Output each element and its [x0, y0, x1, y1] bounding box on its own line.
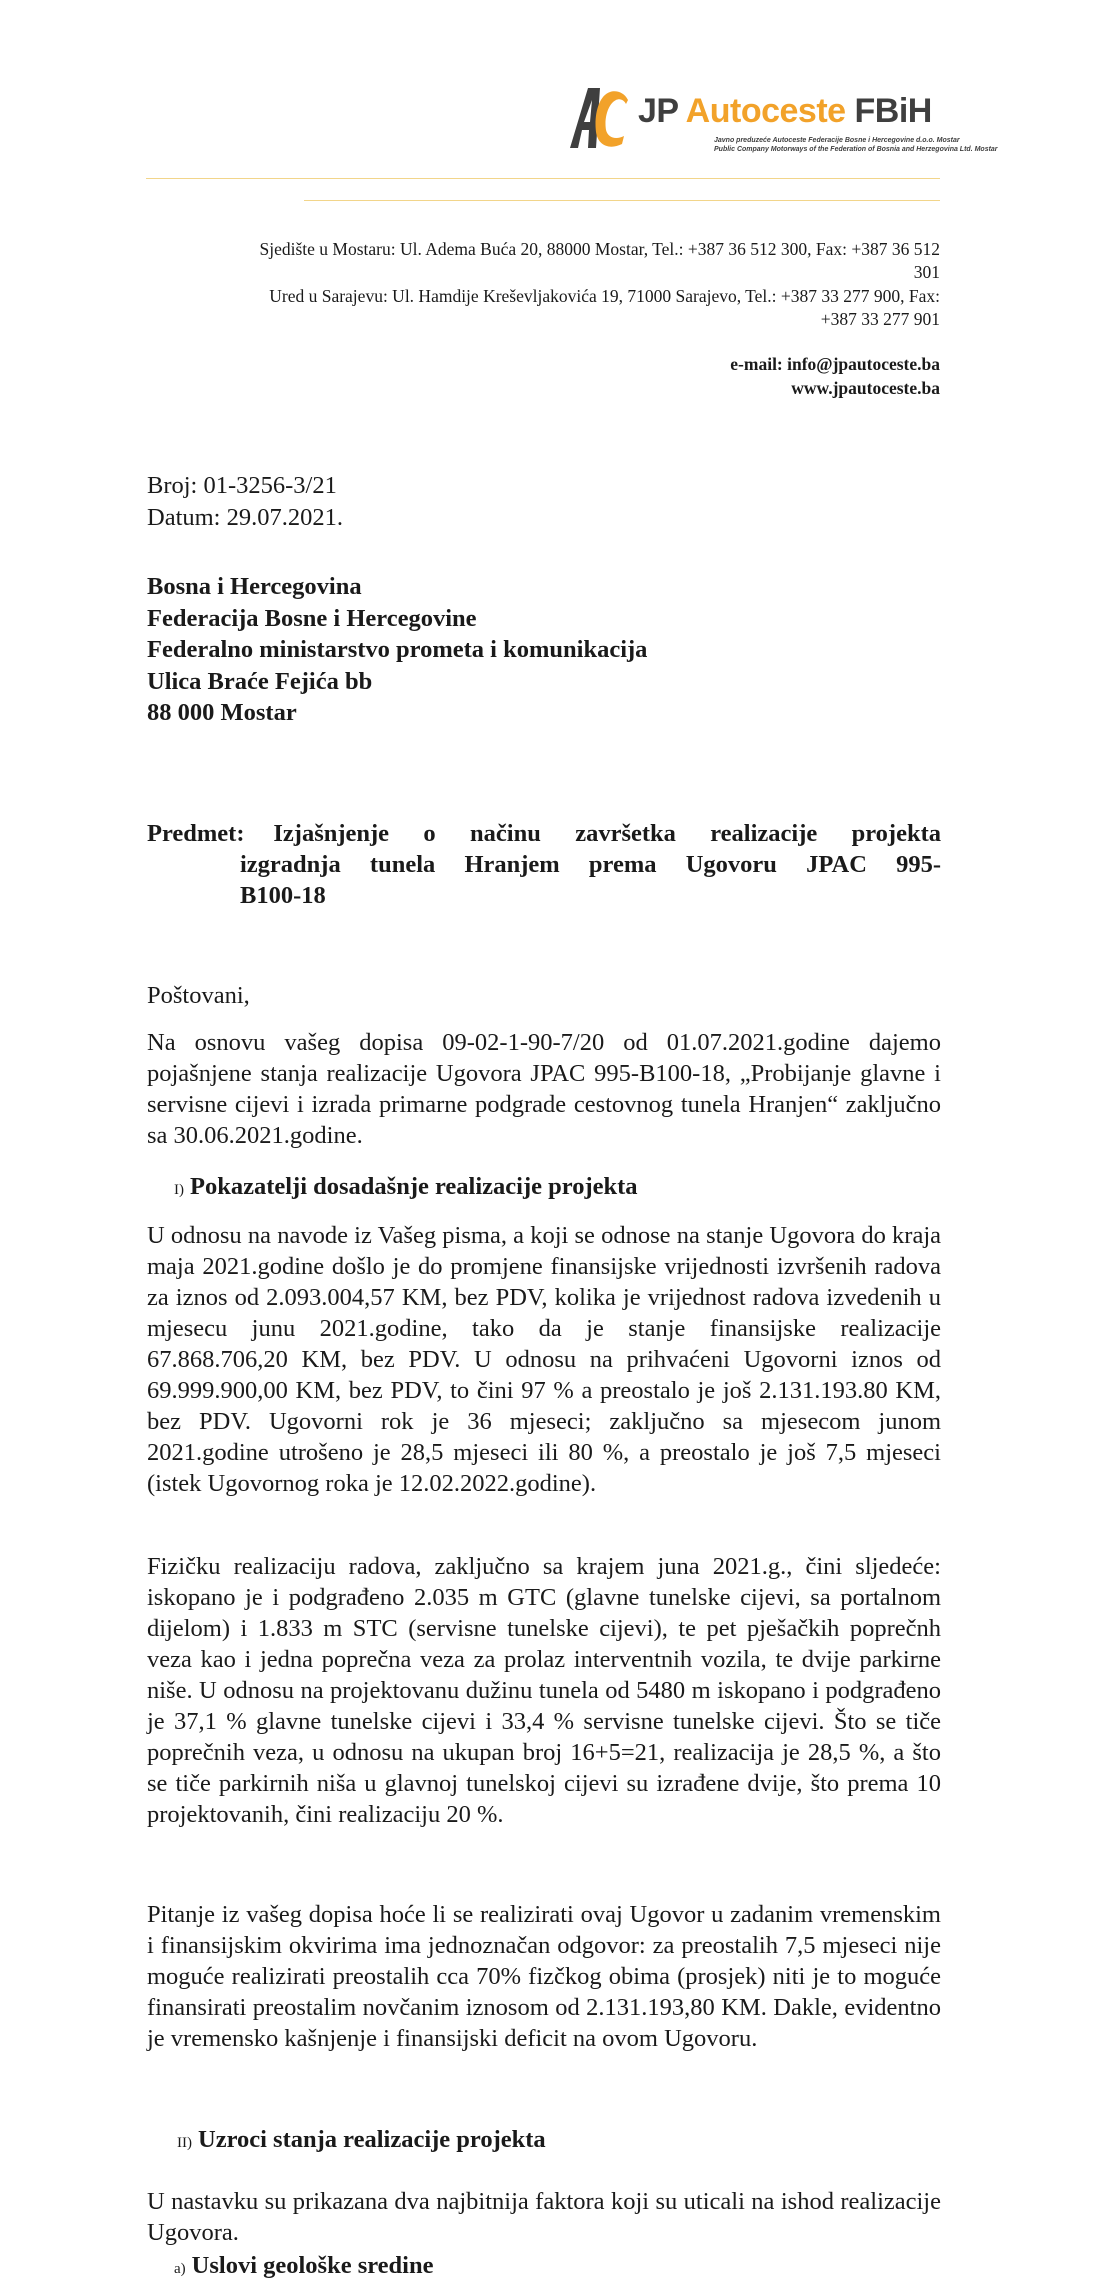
section-heading	[177, 2124, 546, 2159]
paragraph: Fizičku realizaciju radova, zaključno sa krajem juna 2021.g., čini sljedeće: iskopano je i podgrađeno 2.035 m GTC (glavne tunelske cijevi, sa portalnom dijelom) i 1.833 m STC (servisne tunelske cijevi), te pet pješačkih poprečnh veza kao i jedna poprečna veza za prolaz interventnih vozila, te dvije parkirne niše. U odnosu na projektovanu dužinu tunela od 5480 m iskopano i podgrađeno je 37,1 % glavne tunelske cijevi i 33,4 % servisne tunelske cijevi. Što se tiče poprečnih veza, u odnosu na ukupan broj 16+5=21, realizacija je 28,5 %, a što se tiče parkirnih niša u glavnoj tunelskoj cijevi su izrađene dvije, što prema 10 projektovanih, čini realizaciju 20 %.	[147, 1553, 941, 1828]
greeting: Poštovani,	[147, 982, 250, 1009]
logo-jp: JP	[638, 92, 678, 130]
reference-date: Datum: 29.07.2021.	[147, 504, 343, 531]
reference-block	[147, 470, 941, 534]
email-link[interactable]: e-mail: info@jpautoceste.ba	[730, 354, 940, 374]
paragraph: U nastavku su prikazana dva najbitnija faktora koji su uticali na ishod realizacije Ugovora.	[147, 2188, 941, 2246]
address-sarajevo	[146, 285, 940, 331]
recipient-block	[147, 571, 941, 729]
logo-wordmark	[638, 94, 932, 128]
reference-number: Broj: 01-3256-3/21	[147, 472, 337, 499]
recipient-line: Federalno ministarstvo prometa i komunikacija	[147, 636, 648, 663]
recipient-line: Bosna i Hercegovina	[147, 573, 362, 600]
section-heading	[174, 1171, 638, 1206]
recipient-line: Ulica Braće Fejića bb	[147, 667, 373, 695]
section-heading	[174, 2250, 434, 2285]
section-title: Uslovi geološke sredine	[191, 2252, 434, 2279]
address-line: Sjedište u Mostaru: Ul. Adema Buća 20, 88000 Mostar, Tel.: +387 36 512 300, Fax: +387 36 512	[259, 239, 940, 259]
ac-logo-mark-icon	[566, 82, 632, 154]
subject-label: Predmet:	[147, 820, 245, 847]
paragraph: Na osnovu vašeg dopisa 09-02-1-90-7/20 od 01.07.2021.godine dajemo pojašnjene stanja realizacije Ugovora JPAC 995-B100-18, „Probijanje glavne i servisne cijevi i izrada primarne podgrade cestovnog tunela Hranjen“ zaključno sa 30.06.2021.godine.	[147, 1029, 941, 1149]
subject-text: Izjašnjenje o načinu završetka realizacije projekta	[273, 820, 941, 847]
subject-text: izgradnja tunela Hranjem prema Ugovoru JPAC 995-	[240, 851, 941, 878]
address-line: Ured u Sarajevu: Ul. Hamdije Kreševljakovića 19, 71000 Sarajevo, Tel.: +387 33 277 900, Fax:	[269, 286, 940, 306]
address-mostar	[146, 238, 940, 284]
company-logo	[566, 82, 998, 154]
logo-subtitle-line: Javno preduzeće Autoceste Federacije Bosne i Hercegovine d.o.o. Mostar	[714, 137, 960, 144]
logo-fbih: FBiH	[854, 92, 932, 130]
logo-brand: Autoceste	[685, 92, 846, 130]
section-number: a)	[174, 2261, 186, 2277]
paragraph: Pitanje iz vašeg dopisa hoće li se realizirati ovaj Ugovor u zadanim vremenskim i finansijskim okvirima ima jednoznačan odgovor: za preostalih 7,5 mjeseci nije moguće realizirati preostalih cca 70% fizčkog obima (prosjek) niti je to moguće finansirati preostalim novčanim iznosom od 2.131.193,80 KM. Dakle, evidentno je vremensko kašnjenje i finansijski deficit na ovom Ugovoru.	[147, 1901, 941, 2052]
section-number: I)	[174, 1182, 184, 1198]
section-title: Uzroci stanja realizacije projekta	[198, 2126, 546, 2153]
header-rule	[146, 178, 940, 179]
subject-text: B100-18	[240, 882, 326, 909]
paragraph: U odnosu na navode iz Vašeg pisma, a koji se odnose na stanje Ugovora do kraja maja 2021.godine došlo je do promjene finansijske vrijednosti izvršenih radova za iznos od 2.093.004,57 KM, bez PDV, kolika je vrijednost radova izvedenih u mjesecu junu 2021.godine, tako da je stanje finansijske realizacije 67.868.706,20 KM, bez PDV. U odnosu na prihvaćeni Ugovorni iznos od 69.999.900,00 KM, bez PDV, to čini 97 % a preostalo je još 2.131.193.80 KM, bez PDV. Ugovorni rok je 36 mjeseci; zaključno sa mjesecom junom 2021.godine utrošeno je 28,5 mjeseci ili 80 %, a preostalo je još 7,5 mjeseci (istek Ugovornog roka je 12.02.2022.godine).	[147, 1222, 941, 1497]
section-title: Pokazatelji dosadašnje realizacije projekta	[190, 1173, 638, 1200]
recipient-line: 88 000 Mostar	[147, 699, 297, 726]
header-rule	[304, 200, 940, 201]
logo-subtitle	[714, 136, 998, 154]
address-line: +387 33 277 901	[820, 309, 940, 329]
logo-subtitle-line: Public Company Motorways of the Federation of Bosnia and Herzegovina Ltd. Mostar	[714, 146, 998, 153]
website-link[interactable]: www.jpautoceste.ba	[791, 378, 940, 398]
address-line: 301	[913, 262, 940, 282]
recipient-line: Federacija Bosne i Hercegovine	[147, 604, 477, 632]
section-number: II)	[177, 2135, 192, 2151]
